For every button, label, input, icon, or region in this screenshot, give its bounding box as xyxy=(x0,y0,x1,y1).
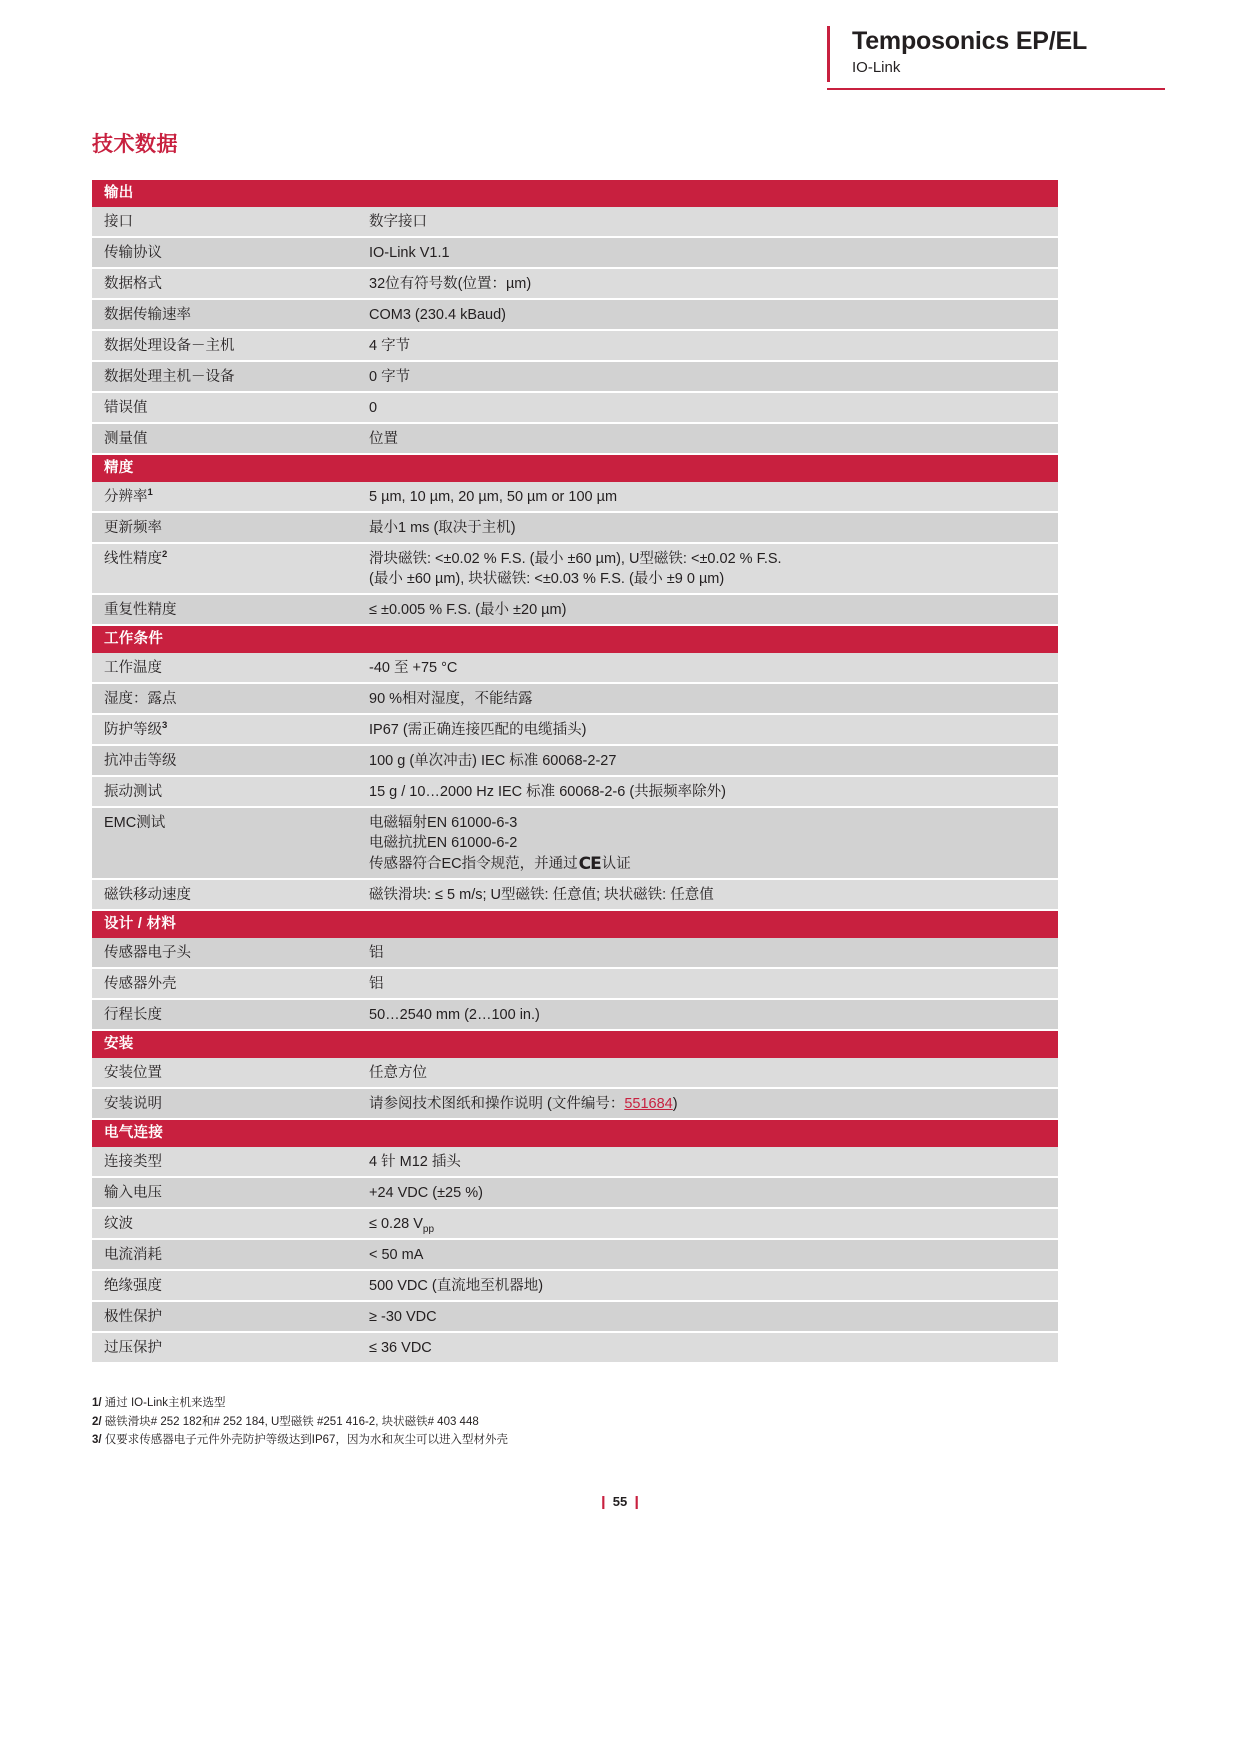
table-row xyxy=(92,808,1058,880)
footnote-text: 通过 IO-Link主机来选型 xyxy=(104,1397,226,1409)
row-label xyxy=(92,238,369,267)
row-label xyxy=(92,684,369,713)
row-label xyxy=(92,880,369,909)
row-value-text: 铝 xyxy=(369,976,384,992)
row-value xyxy=(369,684,1058,713)
row-label-text: 输入电压 xyxy=(104,1185,162,1201)
footnote-marker: 2 xyxy=(162,549,168,561)
row-label xyxy=(92,207,369,236)
row-value-text: 磁铁滑块: ≤ 5 m/s; U型磁铁: 任意值; 块状磁铁: 任意值 xyxy=(369,887,714,903)
row-value-text: +24 VDC (±25 %) xyxy=(369,1185,483,1201)
table-row xyxy=(92,595,1058,626)
row-value-text: 4 针 M12 插头 xyxy=(369,1154,461,1170)
row-value-text: 90 %相对湿度，不能结露 xyxy=(369,691,533,707)
row-value xyxy=(369,653,1058,682)
link-text-before: 请参阅技术图纸和操作说明 (文件编号： xyxy=(369,1096,625,1112)
product-subtitle: IO-Link xyxy=(852,59,901,76)
row-label-text: 重复性精度 xyxy=(104,602,177,618)
table-row xyxy=(92,207,1058,238)
table-row xyxy=(92,544,1058,595)
row-value-line: 滑块磁铁: <±0.02 % F.S. (最小 ±60 µm), U型磁铁: <±0.02 % F.S. xyxy=(369,551,782,567)
row-label xyxy=(92,393,369,422)
table-row xyxy=(92,238,1058,269)
table-row xyxy=(92,362,1058,393)
row-value-text: 数字接口 xyxy=(369,214,427,230)
table-row xyxy=(92,1271,1058,1302)
section-header: 精度 xyxy=(92,455,1058,482)
ce-mark-icon: CE xyxy=(578,854,601,874)
ce-certification-line xyxy=(369,853,1048,874)
row-label xyxy=(92,1209,369,1238)
row-value xyxy=(369,1240,1058,1269)
row-label-text: 测量值 xyxy=(104,431,148,447)
section-header: 设计 / 材料 xyxy=(92,911,1058,938)
section-header: 输出 xyxy=(92,180,1058,207)
row-label xyxy=(92,595,369,624)
row-value xyxy=(369,1147,1058,1176)
row-label-text: 接口 xyxy=(104,214,133,230)
row-label xyxy=(92,1178,369,1207)
footnotes xyxy=(92,1394,992,1450)
row-label-text: 线性精度 xyxy=(104,551,162,567)
footer-bar-right: ❙ xyxy=(631,1494,643,1509)
row-value xyxy=(369,1000,1058,1029)
page-header xyxy=(0,0,1240,110)
row-value-text: 铝 xyxy=(369,945,384,961)
row-label xyxy=(92,746,369,775)
row-value xyxy=(369,1209,1058,1238)
row-value xyxy=(369,715,1058,744)
table-row xyxy=(92,300,1058,331)
table-row xyxy=(92,969,1058,1000)
row-label-text: 数据处理设备－主机 xyxy=(104,338,235,354)
document-number-link[interactable]: 551684 xyxy=(624,1096,673,1112)
row-value xyxy=(369,331,1058,360)
row-value xyxy=(369,938,1058,967)
footnote-text: 仅要求传感器电子元件外壳防护等级达到IP67，因为水和灰尘可以进入型材外壳 xyxy=(104,1434,508,1446)
page-footer xyxy=(0,1494,1240,1510)
row-value-text: 4 字节 xyxy=(369,338,411,354)
row-label-text: 过压保护 xyxy=(104,1340,162,1356)
header-rule xyxy=(827,88,1165,90)
row-label-text: 磁铁移动速度 xyxy=(104,887,191,903)
table-row xyxy=(92,1058,1058,1089)
row-label xyxy=(92,777,369,806)
row-value-subscript: pp xyxy=(422,1223,435,1235)
footnote-number: 2/ xyxy=(92,1415,102,1428)
row-value-text: IO-Link V1.1 xyxy=(369,245,450,261)
row-label xyxy=(92,808,369,878)
row-label-text: 分辨率 xyxy=(104,489,148,505)
row-value xyxy=(369,207,1058,236)
footnote-marker: 1 xyxy=(147,487,153,499)
table-row xyxy=(92,684,1058,715)
row-label xyxy=(92,1058,369,1087)
row-label xyxy=(92,1000,369,1029)
row-value xyxy=(369,544,1058,593)
row-label-text: 错误值 xyxy=(104,400,148,416)
page-title: 技术数据 xyxy=(92,133,178,156)
table-row xyxy=(92,1333,1058,1364)
row-label-text: 安装位置 xyxy=(104,1065,162,1081)
row-label-text: 行程长度 xyxy=(104,1007,162,1023)
row-value xyxy=(369,969,1058,998)
section-header: 电气连接 xyxy=(92,1120,1058,1147)
table-row xyxy=(92,715,1058,746)
row-value xyxy=(369,1089,1058,1118)
row-label xyxy=(92,424,369,453)
row-label-text: 数据传输速率 xyxy=(104,307,191,323)
table-row xyxy=(92,513,1058,544)
row-label xyxy=(92,482,369,511)
table-row xyxy=(92,393,1058,424)
link-text-after: ) xyxy=(672,1096,678,1112)
product-title: Temposonics EP/EL xyxy=(852,27,1088,55)
table-row xyxy=(92,938,1058,969)
row-label-text: 电流消耗 xyxy=(104,1247,162,1263)
table-row xyxy=(92,1240,1058,1271)
row-label-text: 工作温度 xyxy=(104,660,162,676)
row-label-text: 连接类型 xyxy=(104,1154,162,1170)
row-value-text: COM3 (230.4 kBaud) xyxy=(369,307,507,323)
row-label-text: EMC测试 xyxy=(104,815,166,831)
row-label xyxy=(92,513,369,542)
row-label xyxy=(92,1240,369,1269)
row-label xyxy=(92,969,369,998)
row-label xyxy=(92,331,369,360)
row-label xyxy=(92,544,369,593)
row-value-text: 32位有符号数(位置：µm) xyxy=(369,276,532,292)
row-label-text: 更新频率 xyxy=(104,520,162,536)
row-value-line xyxy=(369,1094,1048,1114)
row-value-text: 100 g (单次冲击) IEC 标准 60068-2-27 xyxy=(369,753,617,769)
row-value-text: IP67 (需正确连接匹配的电缆插头) xyxy=(369,722,587,738)
row-value-line: (最小 ±60 µm), 块状磁铁: <±0.03 % F.S. (最小 ±9 0 µm) xyxy=(369,571,725,587)
specifications-table xyxy=(92,180,1058,1364)
row-value xyxy=(369,482,1058,511)
row-value-text: 5 µm, 10 µm, 20 µm, 50 µm or 100 µm xyxy=(369,489,618,505)
row-label xyxy=(92,938,369,967)
table-row xyxy=(92,269,1058,300)
table-row xyxy=(92,746,1058,777)
row-value xyxy=(369,777,1058,806)
row-label-text: 传感器电子头 xyxy=(104,945,191,961)
row-value-text: 0 字节 xyxy=(369,369,411,385)
row-label xyxy=(92,1089,369,1118)
row-value xyxy=(369,393,1058,422)
table-row xyxy=(92,777,1058,808)
footnote-text: 磁铁滑块# 252 182和# 252 184, U型磁铁 #251 416-2, 块状磁铁# 403 448 xyxy=(104,1415,479,1428)
table-row xyxy=(92,1147,1058,1178)
row-label xyxy=(92,269,369,298)
row-value xyxy=(369,269,1058,298)
row-value xyxy=(369,1271,1058,1300)
row-label-text: 数据处理主机－设备 xyxy=(104,369,235,385)
row-value xyxy=(369,424,1058,453)
table-row xyxy=(92,1209,1058,1240)
row-label-text: 传感器外壳 xyxy=(104,976,177,992)
row-value xyxy=(369,300,1058,329)
row-label xyxy=(92,1333,369,1362)
row-value-line: 电磁抗扰EN 61000-6-2 xyxy=(369,835,518,851)
row-label xyxy=(92,1147,369,1176)
footnote-number: 3/ xyxy=(92,1434,102,1446)
row-value xyxy=(369,362,1058,391)
row-label-text: 数据格式 xyxy=(104,276,162,292)
row-value-text: 50…2540 mm (2…100 in.) xyxy=(369,1007,540,1023)
row-value-text: 位置 xyxy=(369,431,398,447)
page-number: 55 xyxy=(612,1494,628,1509)
row-label-text: 振动测试 xyxy=(104,784,162,800)
footnote xyxy=(92,1394,992,1413)
table-row xyxy=(92,331,1058,362)
footer-bar-left: ❙ xyxy=(597,1494,609,1509)
row-value xyxy=(369,808,1058,878)
row-value xyxy=(369,1302,1058,1331)
table-row xyxy=(92,880,1058,911)
row-value-text: ≤ ±0.005 % F.S. (最小 ±20 µm) xyxy=(369,602,567,618)
row-label-text: 纹波 xyxy=(104,1216,133,1232)
row-label-text: 湿度：露点 xyxy=(104,691,177,707)
row-value xyxy=(369,880,1058,909)
row-value-text: ≤ 36 VDC xyxy=(369,1340,432,1356)
ce-text-after: 认证 xyxy=(601,856,631,872)
row-value xyxy=(369,238,1058,267)
footnote xyxy=(92,1413,992,1432)
row-value-line: 电磁辐射EN 61000-6-3 xyxy=(369,815,518,831)
row-value xyxy=(369,595,1058,624)
row-value-text: 任意方位 xyxy=(369,1065,427,1081)
row-value xyxy=(369,1333,1058,1362)
row-label xyxy=(92,362,369,391)
row-value-text: -40 至 +75 °C xyxy=(369,660,458,676)
row-label-text: 极性保护 xyxy=(104,1309,162,1325)
footnote-number: 1/ xyxy=(92,1397,102,1409)
row-label-text: 传输协议 xyxy=(104,245,162,261)
table-row xyxy=(92,1302,1058,1333)
table-row xyxy=(92,1000,1058,1031)
row-value-text: ≥ -30 VDC xyxy=(369,1309,437,1325)
section-header: 安装 xyxy=(92,1031,1058,1058)
section-header: 工作条件 xyxy=(92,626,1058,653)
footnote xyxy=(92,1431,992,1450)
row-label-text: 绝缘强度 xyxy=(104,1278,162,1294)
row-label xyxy=(92,715,369,744)
row-label-text: 抗冲击等级 xyxy=(104,753,177,769)
row-label xyxy=(92,1271,369,1300)
footnote-marker: 3 xyxy=(162,720,168,732)
table-row xyxy=(92,653,1058,684)
row-value-text: ≤ 0.28 V xyxy=(369,1216,423,1232)
row-label xyxy=(92,653,369,682)
table-row xyxy=(92,1089,1058,1120)
row-label-text: 安装说明 xyxy=(104,1096,162,1112)
row-value xyxy=(369,1058,1058,1087)
table-row xyxy=(92,424,1058,455)
row-value xyxy=(369,1178,1058,1207)
table-row xyxy=(92,1178,1058,1209)
row-label-text: 防护等级 xyxy=(104,722,162,738)
row-label xyxy=(92,300,369,329)
row-label xyxy=(92,1302,369,1331)
row-value-text: 15 g / 10…2000 Hz IEC 标准 60068-2-6 (共振频率除外) xyxy=(369,784,726,800)
row-value xyxy=(369,746,1058,775)
row-value xyxy=(369,513,1058,542)
row-value-text: 0 xyxy=(369,400,378,416)
table-row xyxy=(92,482,1058,513)
ce-text-before: 传感器符合EC指令规范，并通过 xyxy=(369,856,578,872)
row-value-text: 500 VDC (直流地至机器地) xyxy=(369,1278,544,1294)
row-value-text: < 50 mA xyxy=(369,1247,424,1263)
header-title-block xyxy=(827,26,1087,82)
row-value-text: 最小1 ms (取决于主机) xyxy=(369,520,516,536)
